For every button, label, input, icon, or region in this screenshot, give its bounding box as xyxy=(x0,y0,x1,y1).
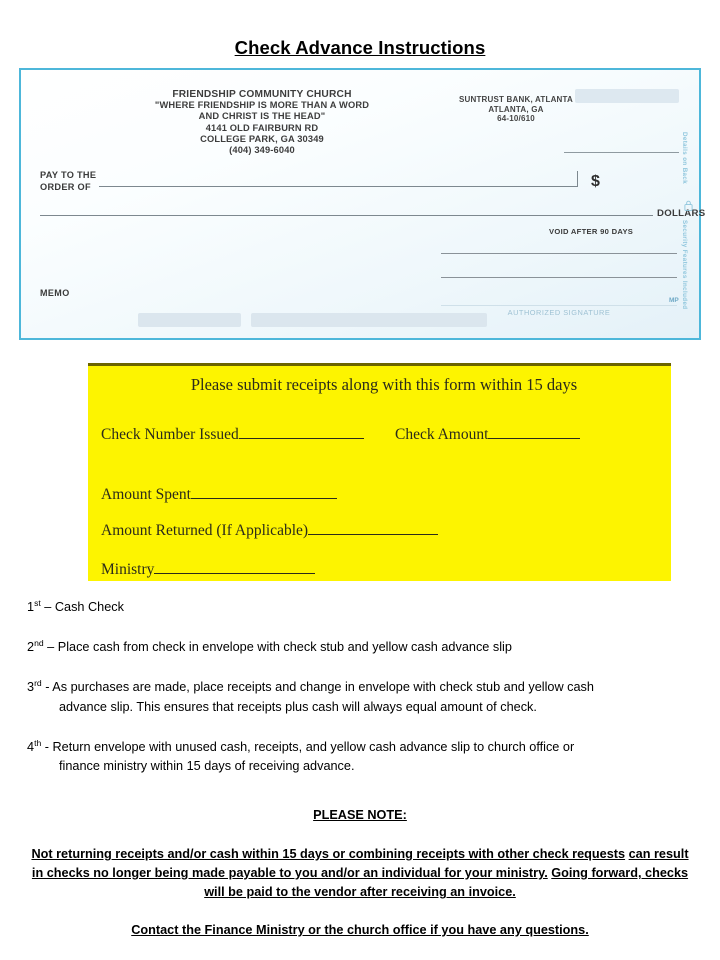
church-tagline-line-2: AND CHRIST IS THE HEAD" xyxy=(198,111,326,122)
instruction-list xyxy=(27,594,687,793)
written-amount-line xyxy=(40,215,653,216)
lock-icon xyxy=(684,200,693,211)
slip-label-check-number-issued: Check Number Issued xyxy=(101,426,239,443)
slip-label-check-amount: Check Amount xyxy=(395,426,489,443)
step-continuation: finance ministry within 15 days of receiving advance. xyxy=(59,758,355,773)
slip-label-ministry: Ministry xyxy=(101,561,155,578)
security-features-included-text: Security Features Included xyxy=(681,220,688,310)
slip-field-check-amount xyxy=(395,426,580,444)
step-ordinal: 2 xyxy=(27,640,35,655)
check-church-block xyxy=(117,89,407,156)
check-number-box xyxy=(575,89,679,103)
church-address: 4141 OLD FAIRBURN RD xyxy=(205,122,319,133)
step-ordinal: 4 xyxy=(27,739,35,754)
please-note-heading: PLEASE NOTE: xyxy=(313,808,407,822)
payee-line xyxy=(99,186,578,187)
slip-field-check-number-issued xyxy=(101,426,364,444)
slip-blank-ministry[interactable] xyxy=(154,573,315,574)
dollar-sign: $ xyxy=(591,173,600,190)
pay-to-the-order-of-label xyxy=(40,170,96,193)
slip-field-amount-spent xyxy=(101,486,337,504)
step-ordinal: 3 xyxy=(27,680,35,695)
slip-label-amount-returned: Amount Returned (If Applicable) xyxy=(101,522,309,539)
amount-box-tick xyxy=(577,171,578,187)
step-text: – Place cash from check in envelope with check stub and yellow cash advance slip xyxy=(43,640,512,655)
bank-city: ATLANTA, GA xyxy=(488,104,544,114)
details-on-back-text: Details on Back xyxy=(681,132,688,185)
slip-field-amount-returned xyxy=(101,522,438,540)
slip-label-amount-spent: Amount Spent xyxy=(101,486,191,503)
step-ordinal-suffix: th xyxy=(34,737,42,748)
memo-label: MEMO xyxy=(40,288,70,298)
pay-to-line-1: PAY TO THE xyxy=(40,170,97,180)
instruction-step xyxy=(27,734,687,775)
step-text: – Cash Check xyxy=(40,600,124,615)
yellow-cash-advance-slip xyxy=(88,363,671,581)
signature-line-lower xyxy=(441,305,677,306)
signature-line-upper xyxy=(441,253,677,254)
step-text: - Return envelope with unused cash, receipts, and yellow cash advance slip to church office or xyxy=(41,739,575,754)
micr-block-left xyxy=(138,313,241,327)
check-image xyxy=(19,68,706,340)
instruction-step xyxy=(27,594,687,616)
bank-routing-fraction: 64-10/610 xyxy=(497,114,535,124)
note-line-3: Going forward, checks will be paid to the vendor after receiving an invoice. xyxy=(204,866,689,899)
note-line-2: can result in checks no longer being made payable to you and/or an individual for your ministry. xyxy=(31,847,689,880)
note-line-1: Not returning receipts and/or cash within 15 days or combining receipts with other check requests xyxy=(31,847,626,861)
church-tagline-line-1: "WHERE FRIENDSHIP IS MORE THAN A WORD xyxy=(154,100,370,111)
authorized-signature-label: AUTHORIZED SIGNATURE xyxy=(507,308,611,317)
slip-field-ministry xyxy=(101,561,315,579)
bank-name: SUNTRUST BANK, ATLANTA xyxy=(458,95,574,104)
church-name: FRIENDSHIP COMMUNITY CHURCH xyxy=(172,89,352,100)
step-continuation: advance slip. This ensures that receipts plus cash will always equal amount of check. xyxy=(59,699,537,714)
contact-line: Contact the Finance Ministry or the church office if you have any questions. xyxy=(131,923,589,937)
signature-line-middle xyxy=(441,277,677,278)
step-ordinal-suffix: nd xyxy=(34,638,44,649)
church-phone: (404) 349-6040 xyxy=(229,145,295,156)
step-ordinal-suffix: st xyxy=(34,598,41,608)
slip-blank-amount-spent[interactable] xyxy=(191,498,337,499)
slip-blank-check-number-issued[interactable] xyxy=(239,438,364,439)
slip-blank-amount-returned[interactable] xyxy=(308,534,438,535)
instruction-step xyxy=(27,634,687,656)
step-ordinal: 1 xyxy=(27,600,35,615)
step-text: - As purchases are made, place receipts and change in envelope with check stub and yellow cash xyxy=(41,680,594,695)
slip-blank-check-amount[interactable] xyxy=(488,438,580,439)
page-title: Check Advance Instructions xyxy=(234,37,486,58)
micr-block-right xyxy=(251,313,487,327)
church-city-state-zip: COLLEGE PARK, GA 30349 xyxy=(200,133,324,144)
instruction-step xyxy=(27,674,687,715)
mp-security-mark: MP xyxy=(669,297,679,304)
please-note-body xyxy=(26,845,694,902)
security-features-strip xyxy=(681,132,697,322)
step-ordinal-suffix: rd xyxy=(34,678,42,689)
check-date-line xyxy=(564,152,679,153)
pay-to-line-2: ORDER OF xyxy=(40,181,91,192)
dollars-label: DOLLARS xyxy=(657,208,706,219)
slip-title: Please submit receipts along with this form within 15 days xyxy=(190,375,578,394)
void-after-label: VOID AFTER 90 DAYS xyxy=(549,227,634,236)
